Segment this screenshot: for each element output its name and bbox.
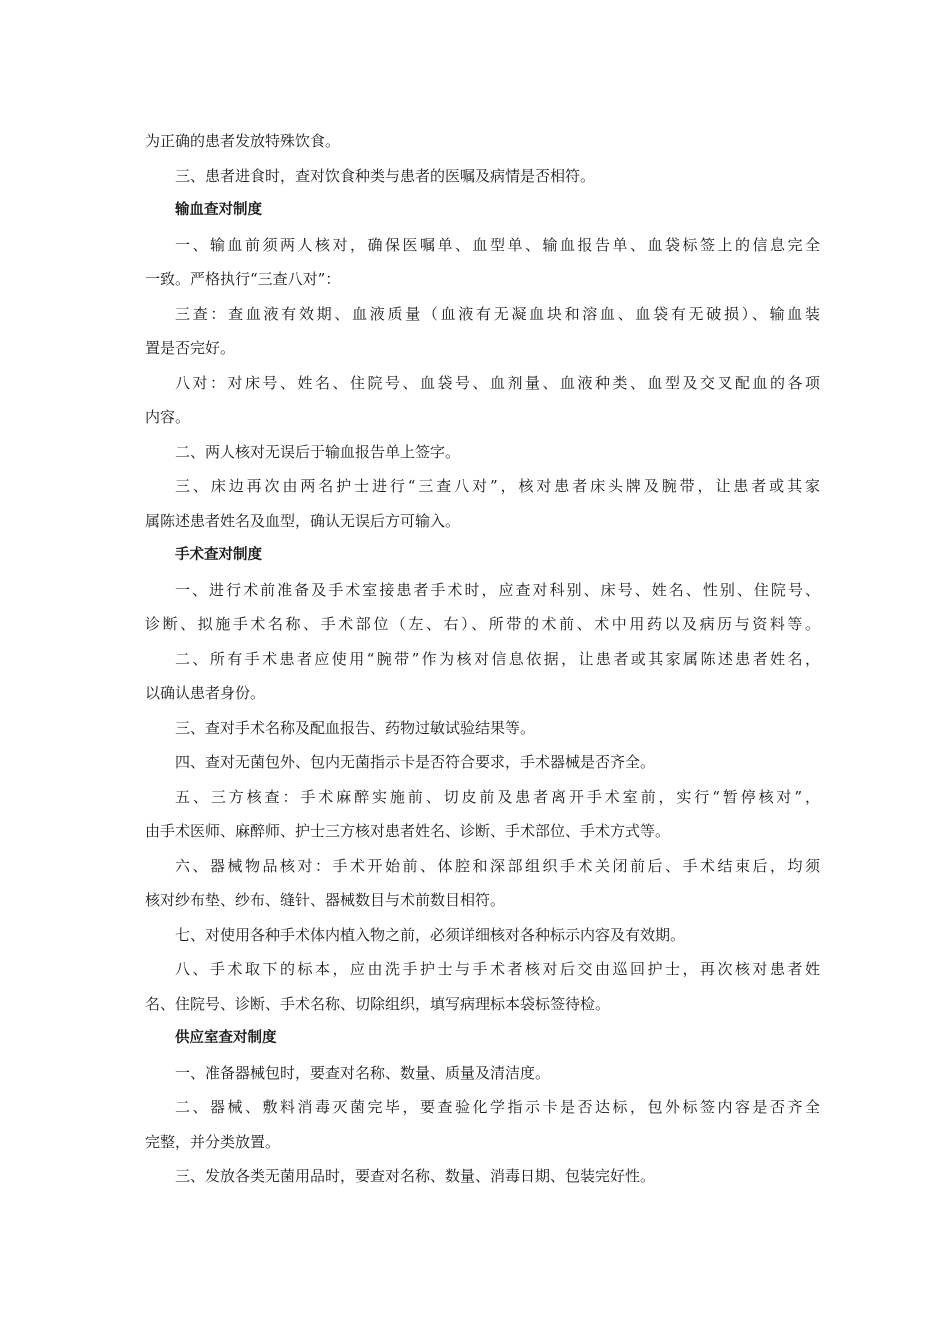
text-line: 八、手术取下的标本，应由洗手护士与手术者核对后交由巡回护士，再次核对患者姓 [175, 960, 820, 978]
text-line: 三查：查血液有效期、血液质量（血液有无凝血块和溶血、血袋有无破损）、输血装 [175, 304, 820, 323]
section-heading: 手术查对制度 [175, 547, 262, 563]
text-line: 二、器械、敷料消毒灭菌完毕，要查验化学指示卡是否达标，包外标签内容是否齐全 [175, 1098, 820, 1116]
text-line: 一、准备器械包时，要查对名称、数量、质量及清洁度。 [175, 1063, 551, 1082]
text-line: 三、床边再次由两名护士进行“三查八对”，核对患者床头牌及腕带，让患者或其家 [175, 477, 820, 495]
text-line: 一、进行术前准备及手术室接患者手术时，应查对科别、床号、姓名、性别、住院号、 [175, 580, 820, 599]
document-body [145, 124, 820, 1194]
text-line: 诊断、拟施手术名称、手术部位（左、右）、所带的术前、术中用药以及病历与资料等。 [145, 615, 820, 633]
text-line: 名、住院号、诊断、手术名称、切除组织，填写病理标本袋标签待检。 [145, 994, 611, 1013]
text-line: 一致。严格执行“三查八对”： [145, 270, 341, 288]
text-line: 以确认患者身份。 [145, 684, 266, 702]
text-line: 完整，并分类放置。 [145, 1132, 281, 1151]
text-line: 三、患者进食时，查对饮食种类与患者的医嘱及病情是否相符。 [175, 166, 596, 185]
text-line: 由手术医师、麻醉师、护士三方核对患者姓名、诊断、手术部位、手术方式等。 [145, 822, 671, 840]
text-line: 三、发放各类无菌用品时，要查对名称、数量、消毒日期、包装完好性。 [175, 1167, 656, 1185]
text-line: 三、查对手术名称及配血报告、药物过敏试验结果等。 [175, 718, 536, 737]
text-line: 核对纱布垫、纱布、缝针、器械数目与术前数目相符。 [145, 891, 506, 909]
text-line: 属陈述患者姓名及血型，确认无误后方可输入。 [145, 511, 461, 530]
text-line: 五、三方核查：手术麻醉实施前、切皮前及患者离开手术室前，实行“暂停核对”， [175, 787, 820, 806]
text-line: 七、对使用各种手术体内植入物之前，必须详细核对各种标示内容及有效期。 [175, 925, 686, 944]
text-line: 二、所有手术患者应使用“腕带”作为核对信息依据，让患者或其家属陈述患者姓名， [175, 649, 820, 668]
text-line: 二、两人核对无误后于输血报告单上签字。 [175, 442, 461, 461]
text-line: 为正确的患者发放特殊饮食。 [145, 132, 341, 150]
section-heading: 输血查对制度 [175, 202, 262, 218]
text-line: 四、查对无菌包外、包内无菌指示卡是否符合要求，手术器械是否齐全。 [175, 753, 656, 771]
text-line: 一、输血前须两人核对，确保医嘱单、血型单、输血报告单、血袋标签上的信息完全 [175, 235, 820, 254]
text-line: 六、器械物品核对：手术开始前、体腔和深部组织手术关闭前后、手术结束后，均须 [175, 856, 820, 875]
text-line: 八对：对床号、姓名、住院号、血袋号、血剂量、血液种类、血型及交叉配血的各项 [175, 373, 820, 392]
text-line: 置是否完好。 [145, 339, 236, 357]
section-heading: 供应室查对制度 [175, 1030, 277, 1046]
text-line: 内容。 [145, 408, 191, 426]
